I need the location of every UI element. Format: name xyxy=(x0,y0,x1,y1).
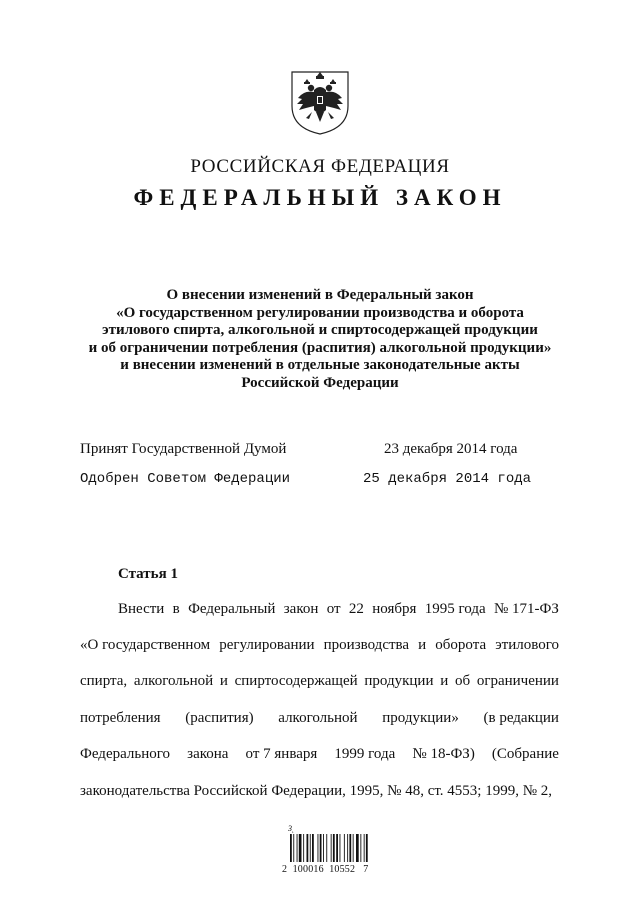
article-word: 1995 года xyxy=(424,601,486,617)
article-heading: Статья 1 xyxy=(118,566,178,582)
barcode-bar xyxy=(333,834,335,862)
article-word: оборота xyxy=(435,637,487,653)
article-word: закона xyxy=(187,746,229,762)
article-word: и xyxy=(219,673,228,689)
barcode-bar xyxy=(347,834,348,862)
article-text-line xyxy=(80,710,559,727)
barcode-bar xyxy=(326,834,327,862)
article-word: производства xyxy=(323,637,410,653)
article-word: «О государственном xyxy=(80,637,211,653)
barcode-bar xyxy=(323,834,324,862)
barcode-bar xyxy=(318,834,319,862)
council-approval-label: Одобрен Советом Федерации xyxy=(80,471,291,487)
barcode xyxy=(282,824,378,880)
barcode-bar xyxy=(331,834,332,862)
country-heading: РОССИЙСКАЯ ФЕДЕРАЦИЯ xyxy=(190,156,450,177)
barcode-bar xyxy=(303,834,304,862)
article-word: 22 xyxy=(348,601,364,617)
article-word: спиртосодержащей xyxy=(234,673,358,689)
law-title-line: Российской Федерации xyxy=(241,374,399,391)
coat-of-arms-icon xyxy=(284,62,356,136)
article-word: от 7 января xyxy=(245,746,318,762)
law-title-line: О внесении изменений в Федеральный закон xyxy=(166,287,474,303)
article-word: законодательства Российской Федерации, 1995, № 48, ст. 4553; 1999, № 2, xyxy=(80,783,553,799)
barcode-bar xyxy=(344,834,345,862)
article-text-line xyxy=(80,637,559,654)
barcode-bar xyxy=(312,834,314,862)
barcode-mark: 3ͺ xyxy=(288,824,295,833)
barcode-bar xyxy=(310,834,311,862)
barcode-bar xyxy=(349,834,351,862)
law-title-line: этилового спирта, алкогольной и спиртосодержащей продукции xyxy=(102,322,538,339)
article-word: ограничении xyxy=(476,673,559,689)
article-text-line xyxy=(80,783,552,800)
duma-adoption-date: 23 декабря 2014 года xyxy=(384,441,518,457)
article-word: (Собрание xyxy=(491,746,559,762)
barcode-bar xyxy=(353,834,354,862)
article-word: ноября xyxy=(372,601,417,617)
barcode-bar xyxy=(356,834,359,862)
article-word: № 18-ФЗ) xyxy=(412,746,475,762)
article-word: об xyxy=(454,673,471,689)
barcode-bar xyxy=(293,834,294,862)
article-text-line xyxy=(118,601,559,618)
article-word: продукции xyxy=(364,673,434,689)
barcode-bar xyxy=(307,834,309,862)
barcode-bar xyxy=(299,834,302,862)
article-word: продукции» xyxy=(382,710,459,726)
barcode-bar xyxy=(364,834,365,862)
barcode-bar xyxy=(290,834,292,862)
article-word: и xyxy=(440,673,449,689)
barcode-bar xyxy=(336,834,338,862)
article-word: (распития) xyxy=(185,710,254,726)
barcode-bar xyxy=(340,834,341,862)
article-word: спирта, xyxy=(80,673,128,689)
law-title-line: «О государственном регулировании производства и оборота xyxy=(116,304,524,321)
article-word: Внести xyxy=(118,601,165,617)
article-word: № 171-ФЗ xyxy=(493,601,559,617)
duma-adoption-label: Принят Государственной Думой xyxy=(80,441,287,457)
barcode-bars xyxy=(288,834,378,864)
article-word: алкогольной xyxy=(278,710,358,726)
barcode-bar xyxy=(320,834,322,862)
barcode-bar xyxy=(360,834,361,862)
article-word: (в редакции xyxy=(483,710,559,726)
document-type-heading: ФЕДЕРАЛЬНЫЙ ЗАКОН xyxy=(133,185,507,210)
barcode-number: 2 100016 10552 7 xyxy=(282,864,369,875)
article-word: в xyxy=(172,601,180,617)
article-word: и xyxy=(418,637,427,653)
article-word: Федеральный xyxy=(188,601,276,617)
article-text-line xyxy=(80,673,559,690)
article-word: закон xyxy=(283,601,319,617)
article-word: потребления xyxy=(80,710,161,726)
law-title-line: и внесении изменений в отдельные законодательные акты xyxy=(120,357,520,374)
article-word: 1999 года xyxy=(334,746,396,762)
article-word: от xyxy=(326,601,341,617)
law-title xyxy=(0,287,640,393)
council-approval-date: 25 декабря 2014 года xyxy=(363,471,532,487)
article-word: алкогольной xyxy=(133,673,214,689)
barcode-bar xyxy=(297,834,298,862)
law-title-line: и об ограничении потребления (распития) алкогольной продукции» xyxy=(88,339,552,356)
article-text-line xyxy=(80,746,559,763)
barcode-bar xyxy=(366,834,368,862)
article-word: регулировании xyxy=(219,637,315,653)
article-word: этилового xyxy=(495,637,559,653)
article-word: Федерального xyxy=(80,746,171,762)
